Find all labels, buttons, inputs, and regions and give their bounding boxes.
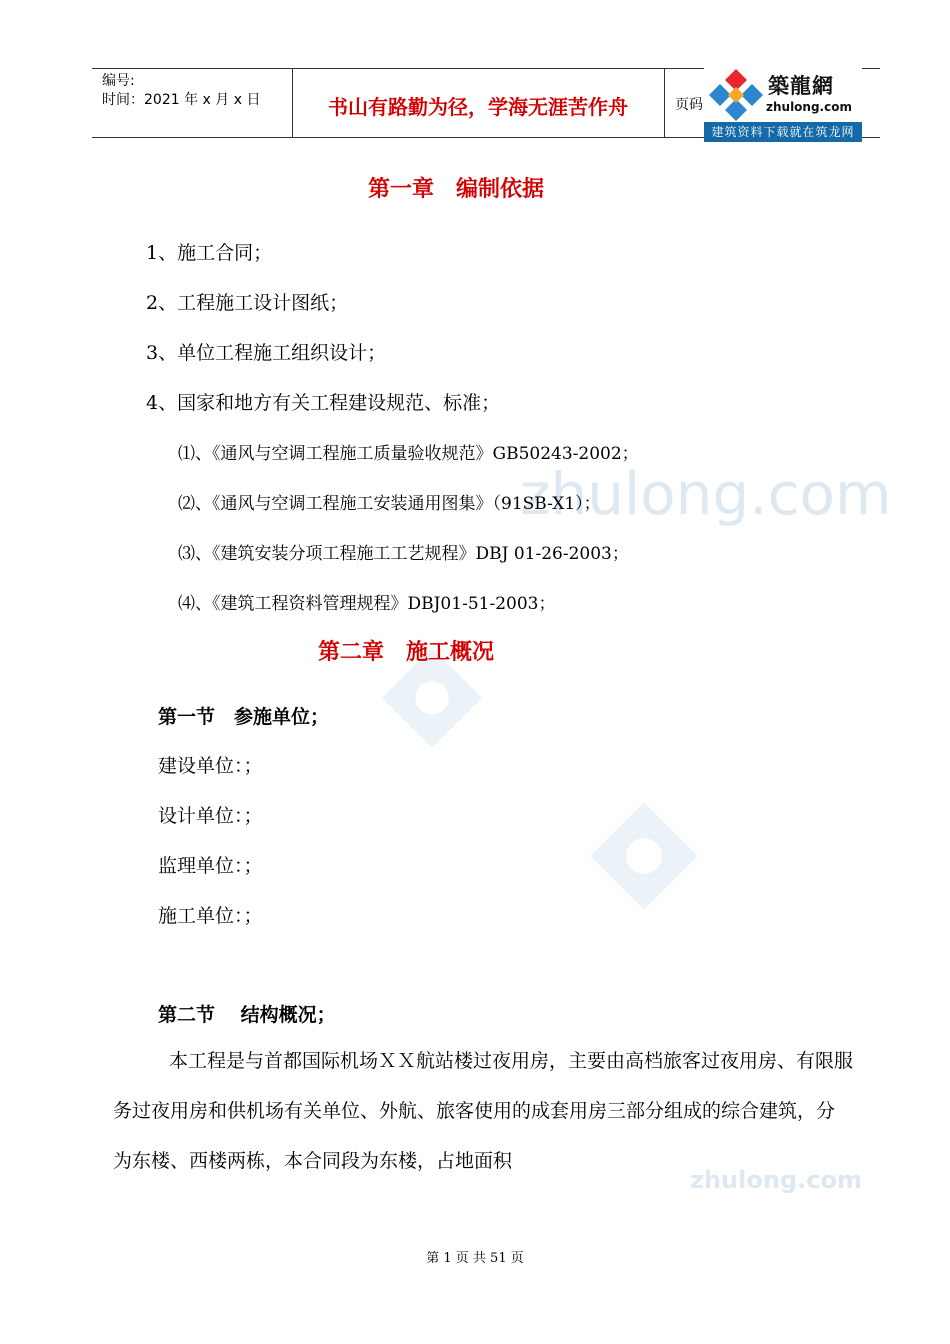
logo-slogan: 建筑资料下载就在筑龙网 [704,122,862,142]
standard-item-4: ⑷、《建筑工程资料管理规程》DBJ01-51-2003； [178,594,556,614]
logo-url: zhulong.com [766,100,852,114]
watermark-text: zhulong.com [520,460,892,528]
party-line-design: 设计单位：； [158,805,263,827]
time-label: 时间：2021 年 x 月 x 日 [102,92,261,108]
chapter-1-title: 第一章 编制依据 [368,176,545,202]
number-label: 编号: [102,73,135,89]
basis-item-4: 4、国家和地方有关工程建设规范、标准； [146,392,501,414]
basis-item-3: 3、单位工程施工组织设计； [146,342,387,364]
watermark-emblem-icon [588,800,700,912]
header-motto-cell [292,69,665,137]
structure-paragraph: 本工程是与首都国际机场ＸＸ航站楼过夜用房，主要由高档旅客过夜用房、有限服务过夜用房和供机场有关单位、外航、旅客使用的成套用房三部分组成的综合建筑，分为东楼、西楼两栋，本合同段为东楼，占地面积 [113,1050,854,1172]
party-line-construction: 建设单位：； [158,755,263,777]
section-2-title: 第二节 结构概况； [158,1004,336,1026]
logo-name: 築龍網 [768,73,834,98]
watermark-text: zhulong.com [690,1166,862,1194]
chapter-2-title: 第二章 施工概况 [318,639,495,665]
party-line-supervision: 监理单位：； [158,855,263,877]
party-line-contractor: 施工单位：； [158,905,263,927]
section-1-title: 第一节 参施单位； [158,706,330,728]
standard-item-1: ⑴、《通风与空调工程施工质量验收规范》GB50243-2002； [178,444,639,464]
motto: 书山有路勤为径，学海无涯苦作舟 [328,95,628,119]
zhulong-logo [704,66,862,144]
basis-item-1: 1、施工合同； [146,242,273,264]
standard-item-3: ⑶、《建筑安装分项工程施工工艺规程》DBJ 01-26-2003； [178,544,629,564]
page-footer: 第 1 页 共 51 页 [426,1251,524,1266]
header-meta-cell [92,69,293,137]
standard-item-2: ⑵、《通风与空调工程施工安装通用图集》（91SB-X1）； [178,494,601,514]
page-label: 页码 [675,97,703,113]
logo-emblem-icon [708,68,764,122]
basis-item-2: 2、工程施工设计图纸； [146,292,349,314]
